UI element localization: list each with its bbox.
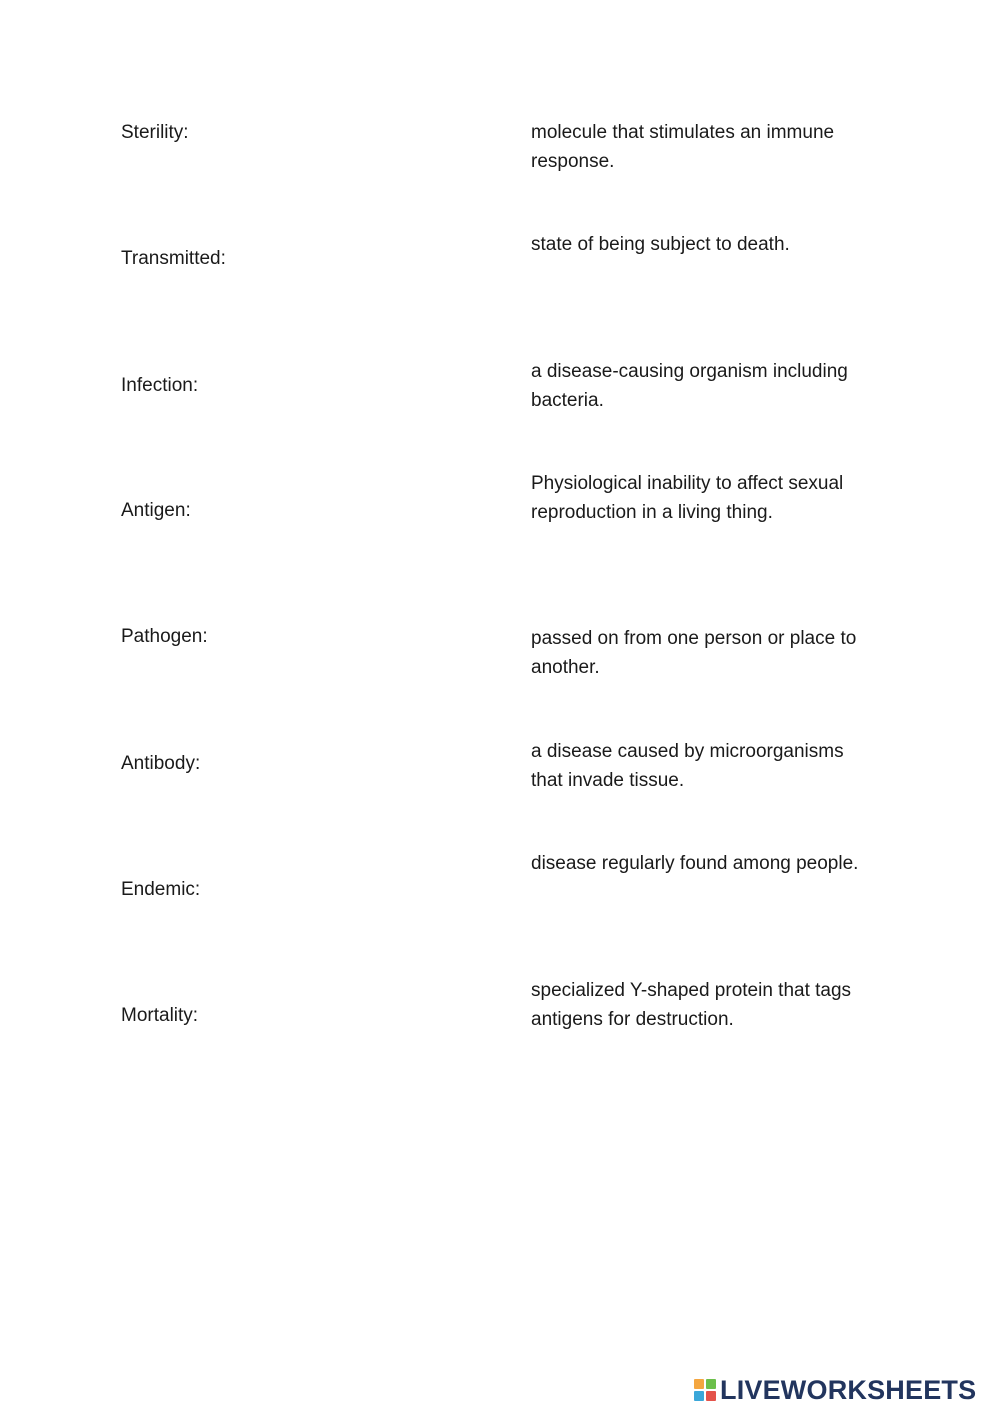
- definition-6[interactable]: a disease caused by microorganisms that invade tissue.: [531, 741, 844, 791]
- definition-4[interactable]: Physiological inability to affect sexual reproduction in a living thing.: [531, 473, 844, 523]
- term-sterility: Sterility:: [121, 122, 189, 143]
- definition-2[interactable]: state of being subject to death.: [531, 234, 790, 255]
- term-endemic: Endemic:: [121, 879, 201, 900]
- term-transmitted: Transmitted:: [121, 248, 226, 269]
- definition-3[interactable]: a disease-causing organism including bacteria.: [531, 361, 848, 411]
- definition-8[interactable]: specialized Y-shaped protein that tags antigens for destruction.: [531, 980, 852, 1030]
- term-antibody: Antibody:: [121, 753, 201, 774]
- term-antigen: Antigen:: [121, 500, 191, 521]
- term-mortality: Mortality:: [121, 1005, 199, 1026]
- liveworksheets-logo-icon: [694, 1379, 716, 1401]
- definition-1[interactable]: molecule that stimulates an immune response.: [531, 122, 835, 172]
- definition-5[interactable]: passed on from one person or place to another.: [531, 628, 857, 678]
- term-infection: Infection:: [121, 375, 199, 396]
- liveworksheets-logo-text: LIVEWORKSHEETS: [720, 1374, 977, 1405]
- liveworksheets-logo: [694, 1374, 976, 1406]
- definition-7[interactable]: disease regularly found among people.: [531, 853, 859, 874]
- term-pathogen: Pathogen:: [121, 626, 208, 647]
